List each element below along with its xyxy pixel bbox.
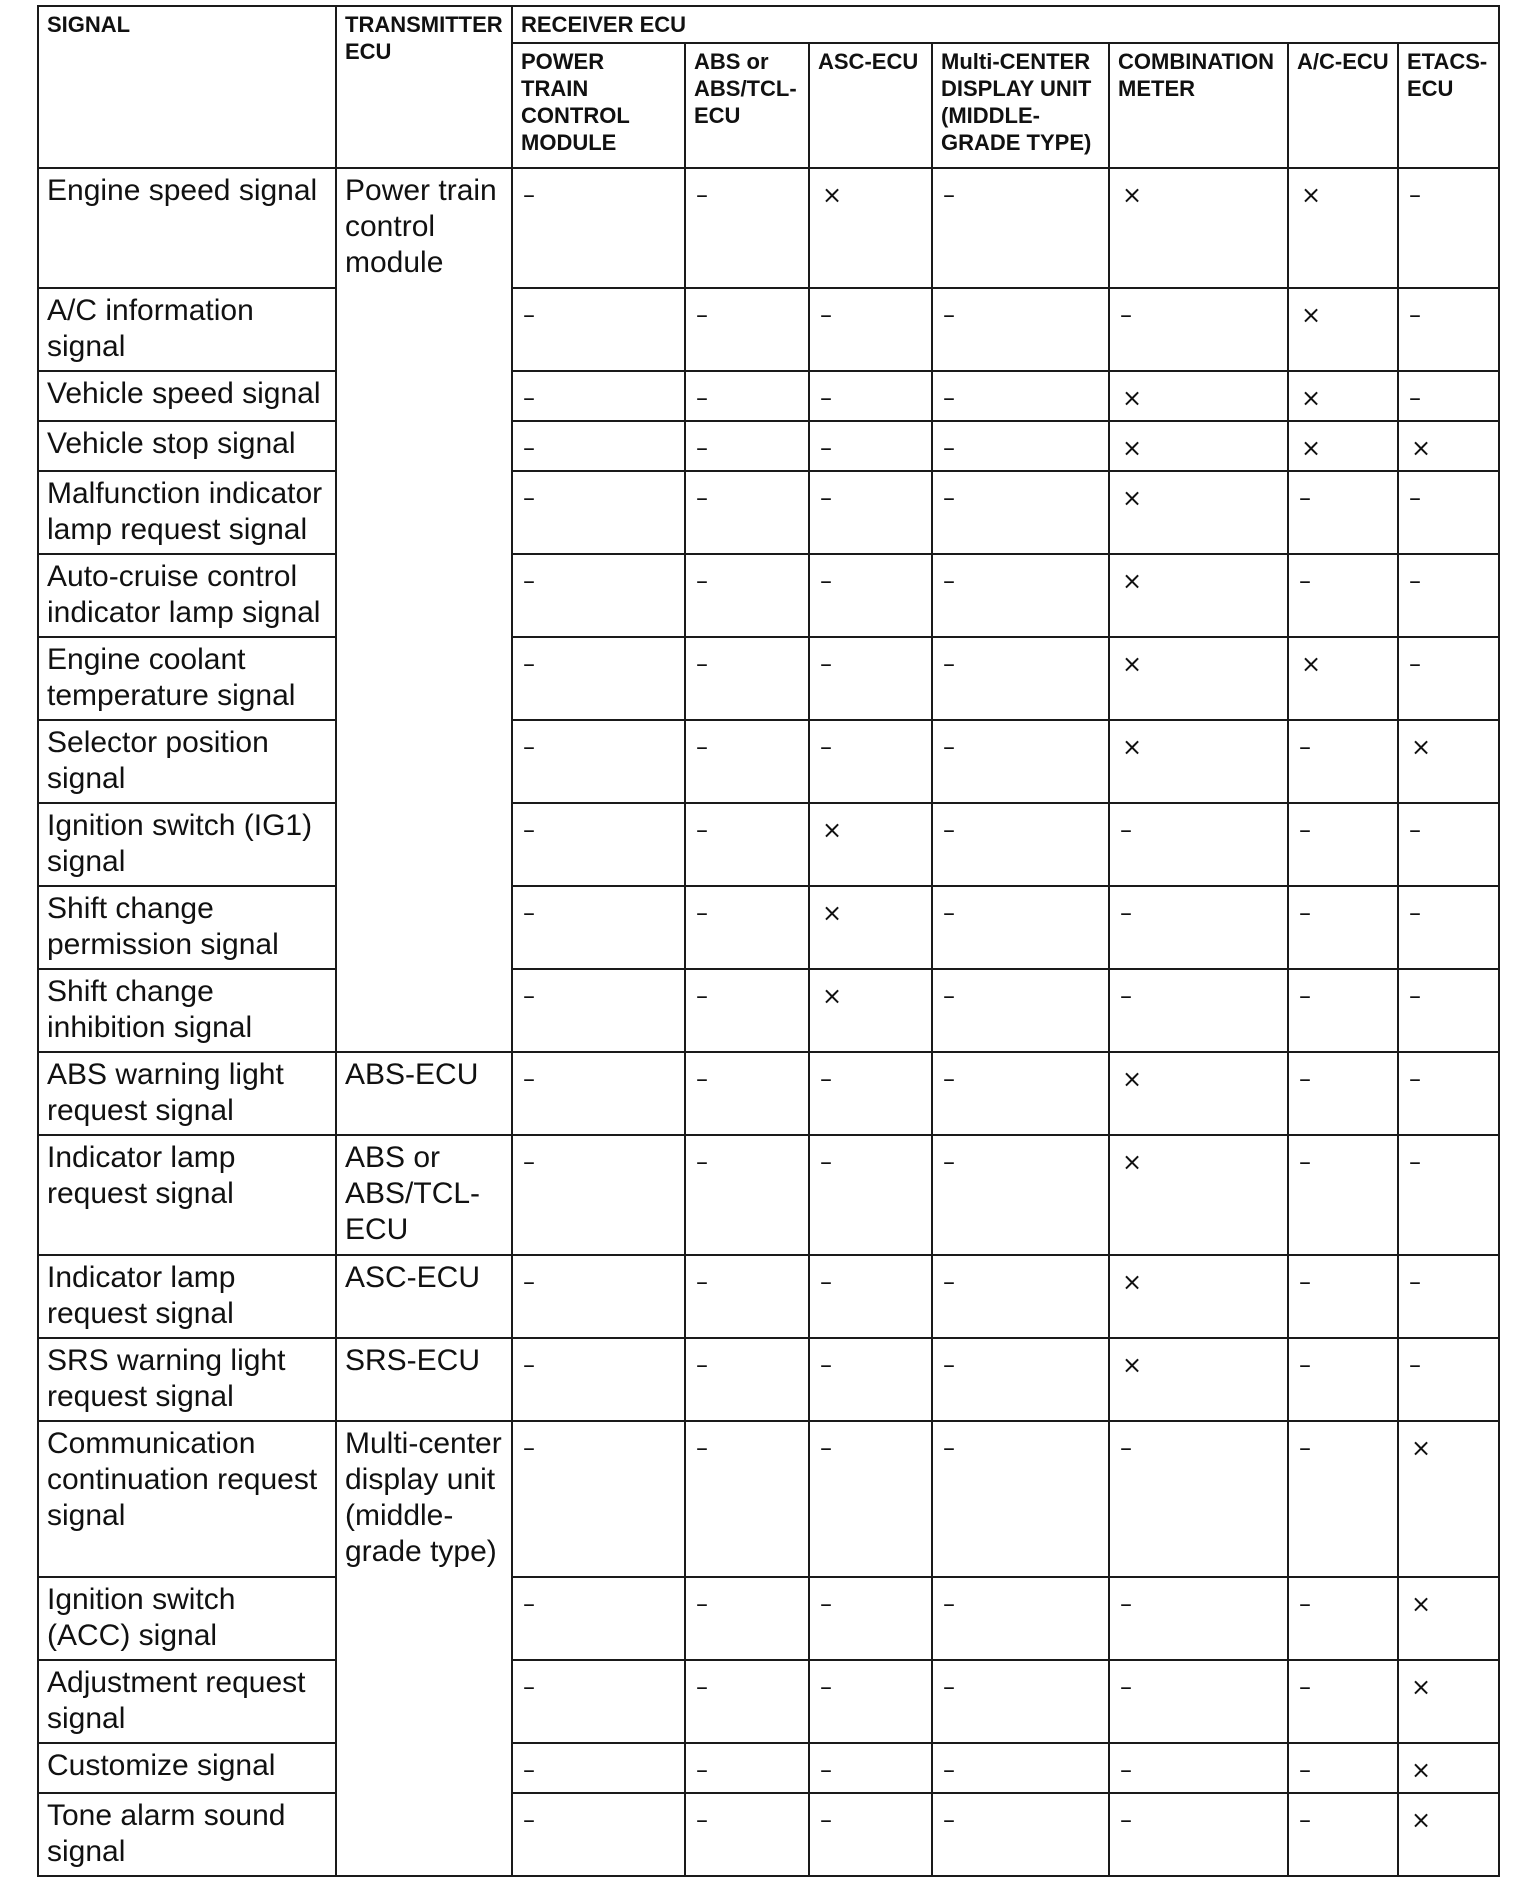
mark-no: – — [932, 969, 1109, 1052]
ecu-signal-table — [37, 5, 1500, 1877]
signal-cell: Engine speed signal — [38, 168, 336, 288]
mark-no: – — [512, 1743, 685, 1793]
mark-yes: × — [1109, 554, 1288, 637]
mark-no: – — [809, 1135, 932, 1255]
mark-no: – — [512, 168, 685, 288]
signal-cell: Adjustment request signal — [38, 1660, 336, 1743]
mark-yes: × — [1398, 1577, 1499, 1660]
mark-no: – — [512, 1135, 685, 1255]
signal-cell: Selector position signal — [38, 720, 336, 803]
mark-no: – — [512, 554, 685, 637]
transmitter-cell: SRS-ECU — [336, 1338, 512, 1421]
mark-yes: × — [1109, 720, 1288, 803]
mark-no: – — [932, 554, 1109, 637]
mark-yes: × — [1398, 1660, 1499, 1743]
table-row — [38, 969, 1499, 1052]
mark-no: – — [512, 637, 685, 720]
mark-no: – — [685, 1135, 809, 1255]
mark-no: – — [1288, 471, 1398, 554]
mark-no: – — [1288, 1255, 1398, 1338]
mark-no: – — [1288, 1135, 1398, 1255]
mark-yes: × — [809, 803, 932, 886]
mark-no: – — [932, 720, 1109, 803]
mark-yes: × — [809, 886, 932, 969]
mark-no: – — [1398, 288, 1499, 371]
receiver-col-etacs: ETACS-ECU — [1398, 43, 1499, 168]
mark-yes: × — [809, 168, 932, 288]
mark-no: – — [1288, 1338, 1398, 1421]
mark-yes: × — [809, 969, 932, 1052]
mark-no: – — [685, 637, 809, 720]
receiver-col-powertrain: POWER TRAIN CONTROL MODULE — [512, 43, 685, 168]
mark-yes: × — [1109, 371, 1288, 421]
table-row — [38, 886, 1499, 969]
mark-no: – — [809, 1255, 932, 1338]
mark-no: – — [512, 371, 685, 421]
mark-no: – — [685, 1052, 809, 1135]
mark-no: – — [809, 1338, 932, 1421]
mark-no: – — [685, 803, 809, 886]
mark-no: – — [1398, 1255, 1499, 1338]
mark-no: – — [932, 637, 1109, 720]
signal-cell: Vehicle stop signal — [38, 421, 336, 471]
mark-no: – — [685, 421, 809, 471]
mark-no: – — [932, 1052, 1109, 1135]
transmitter-cell: Power train control module — [336, 168, 512, 1052]
mark-no: – — [1398, 1338, 1499, 1421]
mark-no: – — [932, 1743, 1109, 1793]
table-row — [38, 637, 1499, 720]
mark-no: – — [932, 471, 1109, 554]
mark-no: – — [809, 637, 932, 720]
mark-no: – — [1398, 637, 1499, 720]
mark-no: – — [809, 471, 932, 554]
table-row — [38, 288, 1499, 371]
signal-cell: Customize signal — [38, 1743, 336, 1793]
table-row — [38, 1338, 1499, 1421]
signal-cell: ABS warning light request signal — [38, 1052, 336, 1135]
mark-no: – — [685, 1743, 809, 1793]
mark-yes: × — [1398, 1743, 1499, 1793]
signal-cell: Shift change inhibition signal — [38, 969, 336, 1052]
receiver-header: RECEIVER ECU — [512, 6, 1499, 43]
mark-no: – — [809, 421, 932, 471]
signal-cell: Ignition switch (IG1) signal — [38, 803, 336, 886]
table-row — [38, 421, 1499, 471]
mark-no: – — [932, 1660, 1109, 1743]
mark-no: – — [685, 371, 809, 421]
mark-no: – — [932, 168, 1109, 288]
receiver-col-abs: ABS or ABS/TCL-ECU — [685, 43, 809, 168]
mark-no: – — [1398, 371, 1499, 421]
mark-yes: × — [1288, 371, 1398, 421]
mark-no: – — [809, 720, 932, 803]
mark-no: – — [512, 1793, 685, 1876]
mark-no: – — [1288, 720, 1398, 803]
mark-no: – — [1288, 1577, 1398, 1660]
transmitter-cell: ABS-ECU — [336, 1052, 512, 1135]
mark-no: – — [1288, 554, 1398, 637]
mark-no: – — [512, 1052, 685, 1135]
mark-no: – — [1288, 969, 1398, 1052]
signal-cell: Vehicle speed signal — [38, 371, 336, 421]
mark-no: – — [809, 371, 932, 421]
mark-yes: × — [1288, 637, 1398, 720]
mark-no: – — [685, 1660, 809, 1743]
mark-no: – — [685, 471, 809, 554]
mark-yes: × — [1398, 720, 1499, 803]
mark-yes: × — [1109, 421, 1288, 471]
mark-no: – — [512, 1255, 685, 1338]
signal-cell: Shift change permission signal — [38, 886, 336, 969]
signal-header: SIGNAL — [38, 6, 336, 168]
mark-no: – — [1109, 969, 1288, 1052]
table-row — [38, 803, 1499, 886]
mark-no: – — [932, 1135, 1109, 1255]
transmitter-cell: ABS or ABS/TCL-ECU — [336, 1135, 512, 1255]
signal-cell: Indicator lamp request signal — [38, 1255, 336, 1338]
mark-no: – — [932, 371, 1109, 421]
table-row — [38, 1660, 1499, 1743]
mark-no: – — [512, 803, 685, 886]
mark-no: – — [1288, 886, 1398, 969]
mark-no: – — [1398, 969, 1499, 1052]
mark-no: – — [1398, 1135, 1499, 1255]
table-body — [38, 168, 1499, 1876]
mark-no: – — [809, 1793, 932, 1876]
signal-cell: Malfunction indicator lamp request signal — [38, 471, 336, 554]
mark-no: – — [685, 288, 809, 371]
mark-no: – — [512, 720, 685, 803]
signal-cell: SRS warning light request signal — [38, 1338, 336, 1421]
mark-no: – — [1109, 886, 1288, 969]
mark-no: – — [932, 1338, 1109, 1421]
mark-no: – — [512, 886, 685, 969]
signal-cell: Communication continuation request signal — [38, 1421, 336, 1577]
mark-no: – — [1288, 1421, 1398, 1577]
receiver-col-ac: A/C-ECU — [1288, 43, 1398, 168]
table-row — [38, 371, 1499, 421]
signal-cell: A/C information signal — [38, 288, 336, 371]
table-row — [38, 1793, 1499, 1876]
mark-yes: × — [1398, 421, 1499, 471]
mark-no: – — [512, 1421, 685, 1577]
mark-no: – — [1109, 1743, 1288, 1793]
mark-no: – — [512, 1577, 685, 1660]
mark-yes: × — [1398, 1793, 1499, 1876]
mark-no: – — [685, 1421, 809, 1577]
mark-no: – — [932, 803, 1109, 886]
mark-no: – — [932, 421, 1109, 471]
mark-no: – — [512, 471, 685, 554]
mark-no: – — [809, 1421, 932, 1577]
signal-cell: Indicator lamp request signal — [38, 1135, 336, 1255]
mark-no: – — [1109, 1577, 1288, 1660]
mark-no: – — [1288, 803, 1398, 886]
mark-no: – — [809, 288, 932, 371]
mark-no: – — [1288, 1052, 1398, 1135]
mark-no: – — [1398, 886, 1499, 969]
mark-no: – — [685, 1577, 809, 1660]
table-row — [38, 1255, 1499, 1338]
mark-no: – — [1398, 471, 1499, 554]
mark-no: – — [685, 969, 809, 1052]
table-row — [38, 1421, 1499, 1577]
mark-no: – — [1398, 803, 1499, 886]
mark-no: – — [1109, 1793, 1288, 1876]
signal-cell: Ignition switch (ACC) signal — [38, 1577, 336, 1660]
mark-yes: × — [1109, 1135, 1288, 1255]
table-row — [38, 720, 1499, 803]
mark-yes: × — [1288, 168, 1398, 288]
mark-no: – — [685, 1338, 809, 1421]
transmitter-cell: ASC-ECU — [336, 1255, 512, 1338]
mark-no: – — [1288, 1660, 1398, 1743]
mark-no: – — [1109, 803, 1288, 886]
transmitter-cell: Multi-center display unit (middle-grade type) — [336, 1421, 512, 1876]
mark-no: – — [685, 720, 809, 803]
signal-cell: Tone alarm sound signal — [38, 1793, 336, 1876]
mark-no: – — [685, 1255, 809, 1338]
mark-no: – — [809, 1052, 932, 1135]
table-row — [38, 168, 1499, 288]
mark-yes: × — [1109, 637, 1288, 720]
mark-yes: × — [1398, 1421, 1499, 1577]
mark-no: – — [1398, 1052, 1499, 1135]
mark-no: – — [685, 1793, 809, 1876]
mark-yes: × — [1109, 168, 1288, 288]
mark-no: – — [932, 288, 1109, 371]
mark-no: – — [1109, 288, 1288, 371]
mark-no: – — [932, 1421, 1109, 1577]
table-row — [38, 1743, 1499, 1793]
mark-yes: × — [1109, 471, 1288, 554]
mark-no: – — [685, 886, 809, 969]
mark-yes: × — [1288, 421, 1398, 471]
mark-no: – — [512, 969, 685, 1052]
mark-no: – — [1398, 168, 1499, 288]
table-row — [38, 1577, 1499, 1660]
mark-no: – — [512, 288, 685, 371]
mark-no: – — [809, 1660, 932, 1743]
mark-no: – — [1288, 1793, 1398, 1876]
mark-yes: × — [1109, 1052, 1288, 1135]
mark-yes: × — [1109, 1338, 1288, 1421]
mark-no: – — [512, 421, 685, 471]
table-row — [38, 554, 1499, 637]
receiver-col-meter: COMBINATION METER — [1109, 43, 1288, 168]
mark-no: – — [932, 1577, 1109, 1660]
table-row — [38, 1052, 1499, 1135]
mark-no: – — [1109, 1660, 1288, 1743]
mark-no: – — [1288, 1743, 1398, 1793]
mark-no: – — [685, 168, 809, 288]
mark-no: – — [932, 886, 1109, 969]
table-row — [38, 471, 1499, 554]
mark-no: – — [932, 1793, 1109, 1876]
mark-no: – — [685, 554, 809, 637]
mark-no: – — [512, 1338, 685, 1421]
signal-cell: Auto-cruise control indicator lamp signal — [38, 554, 336, 637]
receiver-col-display: Multi-CENTER DISPLAY UNIT (MIDDLE-GRADE TYPE) — [932, 43, 1109, 168]
mark-no: – — [1398, 554, 1499, 637]
transmitter-header: TRANSMITTER ECU — [336, 6, 512, 168]
table-row — [38, 1135, 1499, 1255]
signal-cell: Engine coolant temperature signal — [38, 637, 336, 720]
receiver-col-asc: ASC-ECU — [809, 43, 932, 168]
mark-no: – — [809, 554, 932, 637]
mark-yes: × — [1288, 288, 1398, 371]
mark-no: – — [809, 1577, 932, 1660]
mark-yes: × — [1109, 1255, 1288, 1338]
mark-no: – — [932, 1255, 1109, 1338]
mark-no: – — [512, 1660, 685, 1743]
mark-no: – — [809, 1743, 932, 1793]
mark-no: – — [1109, 1421, 1288, 1577]
